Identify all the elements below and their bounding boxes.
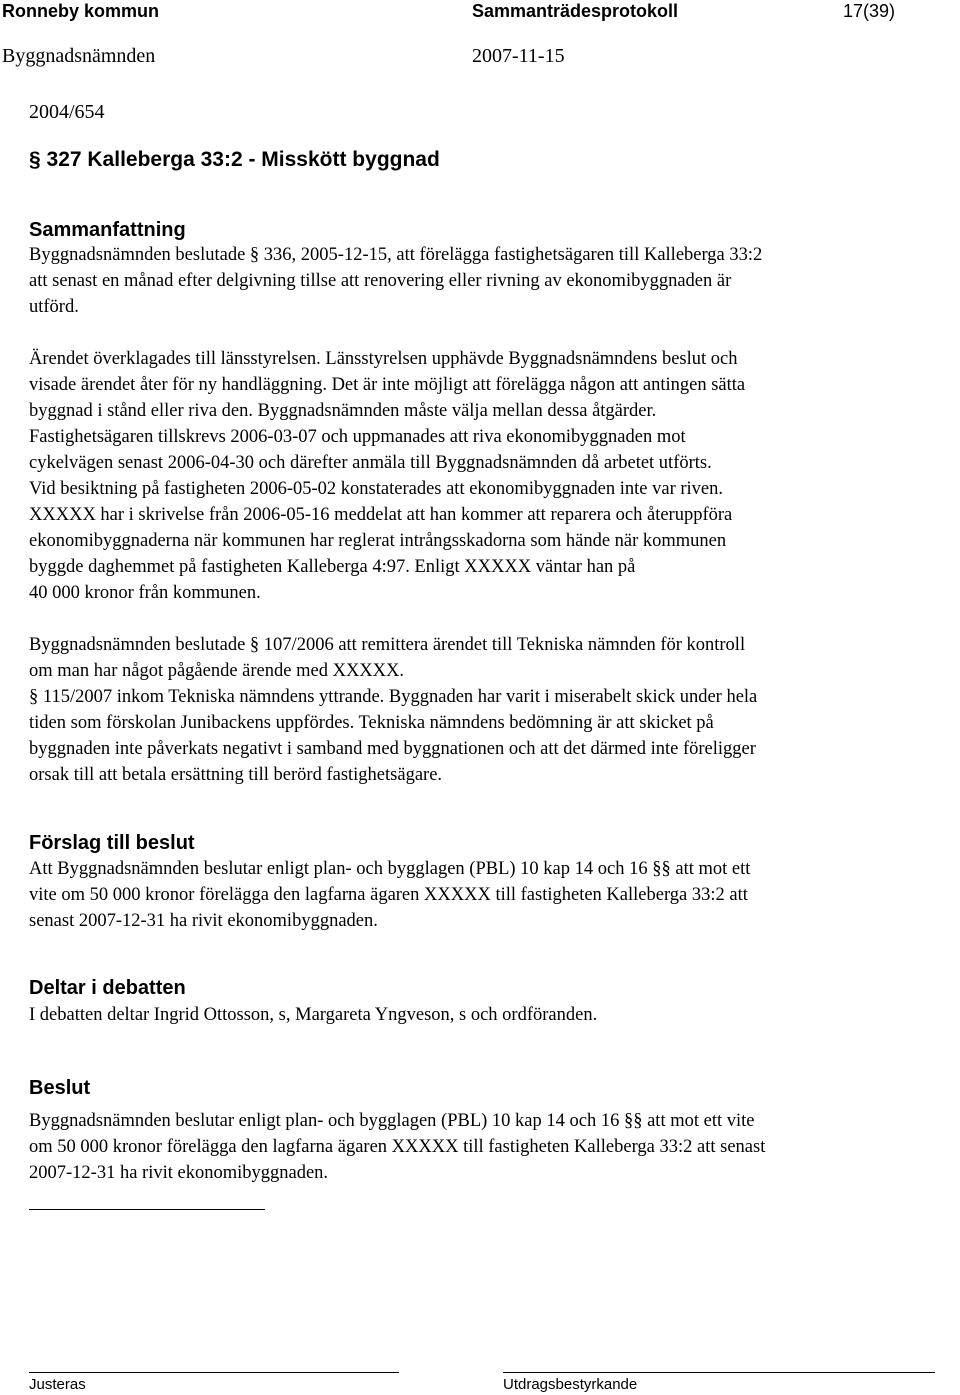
text-line: byggnad i stånd eller riva den. Byggnadsnämnden måste välja mellan dessa åtgärder.	[29, 401, 657, 421]
decision-text	[29, 1108, 765, 1186]
page-number: 17(39)	[843, 1, 896, 21]
summary-heading: Sammanfattning	[29, 219, 186, 241]
text-line: om man har något pågående ärende med XXXXX.	[29, 661, 405, 681]
debate-text	[29, 1002, 597, 1028]
debate-heading: Deltar i debatten	[29, 977, 186, 999]
text-line: orsak till att betala ersättning till berörd fastighetsägare.	[29, 765, 443, 785]
committee-name: Byggnadsnämnden	[2, 45, 156, 67]
text-line: om 50 000 kronor förelägga den lagfarna ägaren XXXXX till fastigheten Kalleberga 33:2 att senast	[29, 1137, 766, 1157]
proposal-heading: Förslag till beslut	[29, 832, 195, 854]
summary-paragraph-3	[29, 632, 757, 788]
organization-name: Ronneby kommun	[2, 1, 160, 21]
text-line: vite om 50 000 kronor förelägga den lagfarna ägaren XXXXX till fastigheten Kalleberga 33:2 att	[29, 885, 748, 905]
justeras-signature-line	[29, 1372, 399, 1373]
text-line: utförd.	[29, 297, 79, 317]
utdragsbestyrkande-signature-line	[503, 1372, 935, 1373]
text-line: byggnaden inte påverkats negativt i samband med byggnationen och att det därmed inte föreligger	[29, 739, 756, 759]
justeras-label: Justeras	[29, 1376, 86, 1393]
text-line: senast 2007-12-31 ha rivit ekonomibyggnaden.	[29, 911, 378, 931]
text-line: visade ärendet åter för ny handläggning. Det är inte möjligt att förelägga någon att antingen sätta	[29, 375, 746, 395]
text-line: byggde daghemmet på fastigheten Kalleberga 4:97. Enligt XXXXX väntar han på	[29, 557, 636, 577]
text-line: Byggnadsnämnden beslutar enligt plan- och bygglagen (PBL) 10 kap 14 och 16 §§ att mot ett vite	[29, 1111, 755, 1131]
text-line: Fastighetsägaren tillskrevs 2006-03-07 och uppmanades att riva ekonomibyggnaden mot	[29, 427, 686, 447]
text-line: 40 000 kronor från kommunen.	[29, 583, 261, 603]
meeting-date: 2007-11-15	[472, 45, 565, 67]
text-line: Ärendet överklagades till länsstyrelsen. Länsstyrelsen upphävde Byggnadsnämndens beslut och	[29, 349, 738, 369]
document-type: Sammanträdesprotokoll	[472, 1, 679, 21]
case-number: 2004/654	[29, 101, 105, 123]
text-line: Vid besiktning på fastigheten 2006-05-02 konstaterades att ekonomibyggnaden inte var riven.	[29, 479, 724, 499]
text-line: I debatten deltar Ingrid Ottosson, s, Margareta Yngveson, s och ordföranden.	[29, 1005, 598, 1025]
text-line: § 115/2007 inkom Tekniska nämndens yttrande. Byggnaden har varit i miserabelt skick under hela	[29, 687, 758, 707]
text-line: Att Byggnadsnämnden beslutar enligt plan- och bygglagen (PBL) 10 kap 14 och 16 §§ att mot ett	[29, 859, 751, 879]
item-title: § 327 Kalleberga 33:2 - Misskött byggnad	[29, 148, 440, 171]
text-line: 2007-12-31 ha rivit ekonomibyggnaden.	[29, 1163, 329, 1183]
summary-paragraph-2	[29, 346, 745, 606]
text-line: att senast en månad efter delgivning tillse att renovering eller rivning av ekonomibyggnaden är	[29, 271, 732, 291]
utdragsbestyrkande-label: Utdragsbestyrkande	[503, 1376, 638, 1393]
text-line: XXXXX har i skrivelse från 2006-05-16 meddelat att han kommer att reparera och återuppföra	[29, 505, 733, 525]
text-line: cykelvägen senast 2006-04-30 och därefter anmäla till Byggnadsnämnden då arbetet utförts.	[29, 453, 712, 473]
text-line: tiden som förskolan Junibackens uppfördes. Tekniska nämndens bedömning är att skicket på	[29, 713, 714, 733]
decision-heading: Beslut	[29, 1077, 91, 1099]
text-line: Byggnadsnämnden beslutade § 336, 2005-12-15, att förelägga fastighetsägaren till Kalleberga 33:2	[29, 245, 763, 265]
end-of-section-rule	[29, 1209, 265, 1210]
proposal-text	[29, 856, 750, 934]
text-line: Byggnadsnämnden beslutade § 107/2006 att remittera ärendet till Tekniska nämnden för kontroll	[29, 635, 746, 655]
summary-paragraph-1	[29, 242, 762, 320]
text-line: ekonomibyggnaderna när kommunen har reglerat intrångsskadorna som hände när kommunen	[29, 531, 727, 551]
